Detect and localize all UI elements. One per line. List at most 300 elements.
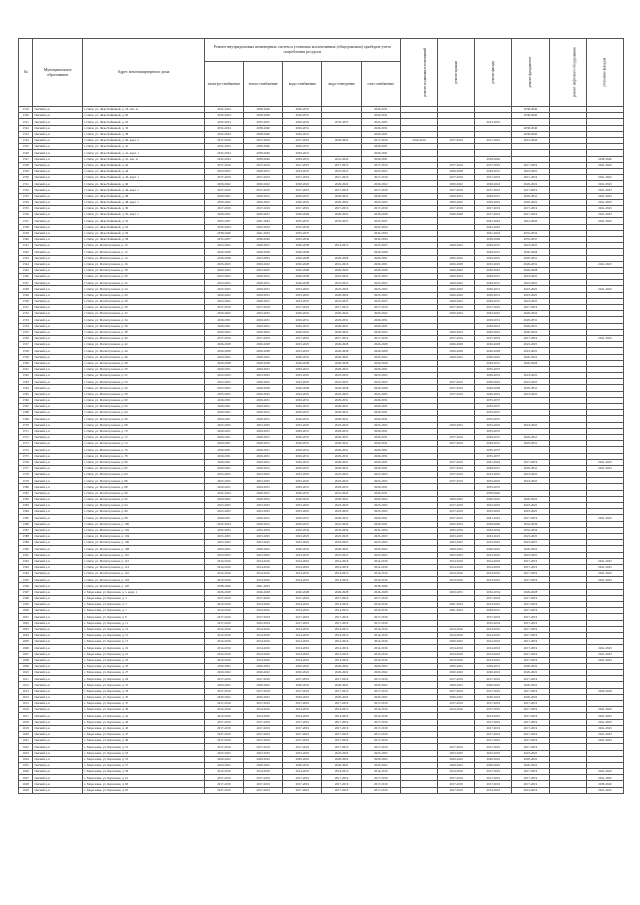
address-cell: г. Омск, ул. Лизы Чайкиной, д. 46, корп. 1 [83,187,205,193]
period-cell: 2023-2025 [204,750,243,756]
row-number: 1542 [19,249,33,255]
period-cell: 2029-2031 [322,410,361,416]
address-cell: г. Омск, ул. Лизы Чайкиной, д. 58 [83,236,205,242]
period-cell: 2017-2019 [244,781,283,787]
row-number: 1587 [19,527,33,533]
period-cell: 2023-2025 [322,373,361,379]
period-cell: 2041-2043 [586,465,623,471]
period-cell: 2017-2019 [204,731,243,737]
period-cell: 2020-2022 [283,546,322,552]
header-insulation: утепление фасадов [586,39,623,107]
period-cell: 2038-2040 [586,156,623,162]
period-cell: 2014-2016 [244,651,283,657]
period-cell: 2014-2016 [361,602,400,608]
row-number: 1536 [19,212,33,218]
period-cell: 2023-2025 [322,533,361,539]
period-cell: 2023-2025 [361,472,400,478]
period-cell: 2029-2031 [322,323,361,329]
period-cell: 2023-2025 [512,533,549,539]
period-cell: 2017-2019 [244,187,283,193]
period-cell: 2017-2019 [361,620,400,626]
period-cell: 2029-2031 [244,298,283,304]
period-cell: 2041-2043 [512,137,549,143]
period-cell: 2014-2016 [322,577,361,583]
period-cell: 2017-2019 [244,614,283,620]
address-cell: г. Омск, ул. Магистральная, д. 40 [83,335,205,341]
period-cell: 2029-2031 [512,193,549,199]
period-cell: 2029-2031 [475,274,512,280]
municipality-cell: Омский р-н [33,311,83,317]
period-cell: 2029-2031 [283,397,322,403]
period-cell: 2029-2031 [244,193,283,199]
period-cell: 2017-2019 [512,707,549,713]
header-facade: ремонт фасада [475,39,512,107]
row-number: 1617 [19,713,33,719]
period-cell: 2032-2034 [204,119,243,125]
municipality-cell: Омский р-н [33,267,83,273]
row-number: 1607 [19,651,33,657]
municipality-cell: Омский р-н [33,410,83,416]
period-cell: 2023-2025 [475,533,512,539]
period-cell: 2017-2019 [512,577,549,583]
period-cell: 2023-2025 [512,292,549,298]
period-cell: 2020-2022 [283,181,322,187]
row-number: 1601 [19,614,33,620]
period-cell: 2032-2034 [322,527,361,533]
period-cell: 2017-2019 [283,775,322,781]
period-cell: 2029-2031 [283,447,322,453]
period-cell: 2038-2040 [244,131,283,137]
period-cell: 2014-2016 [244,645,283,651]
period-cell: 2035-2037 [322,119,361,125]
row-number: 1626 [19,769,33,775]
header-gas: газо-снабжение [361,62,400,107]
period-cell: 2014-2016 [322,564,361,570]
municipality-cell: Омский р-н [33,366,83,372]
period-cell: 2017-2019 [322,744,361,750]
row-number: 1577 [19,465,33,471]
period-cell: 2014-2016 [244,602,283,608]
period-cell: 2014-2016 [283,571,322,577]
period-cell: 2017-2019 [244,719,283,725]
period-cell: 2014-2016 [361,707,400,713]
period-cell: 2041-2043 [586,769,623,775]
row-number: 1619 [19,725,33,731]
period-cell: 2029-2031 [322,212,361,218]
municipality-cell: Омский р-н [33,305,83,311]
period-cell: 2014-2016 [244,564,283,570]
address-cell: с. Морозовка, ул. Березовая, д. 63 [83,781,205,787]
municipality-cell: Омский р-н [33,769,83,775]
period-cell: 2014-2016 [438,571,475,577]
period-cell: 2017-2019 [438,688,475,694]
period-cell: 2017-2019 [512,608,549,614]
municipality-cell: Омский р-н [33,676,83,682]
period-cell: 2014-2016 [475,626,512,632]
row-number: 1608 [19,657,33,663]
header-heat: тепло-снабжение [244,62,283,107]
period-cell: 2014-2016 [283,713,322,719]
period-cell: 2023-2025 [283,472,322,478]
period-cell: 2041-2043 [586,181,623,187]
period-cell: 2017-2019 [361,137,400,143]
municipality-cell: Омский р-н [33,725,83,731]
period-cell: 2014-2016 [361,713,400,719]
row-number: 1590 [19,546,33,552]
row-number: 1527 [19,156,33,162]
address-cell: с. Морозовка, ул. Березовая, д. 11 [83,620,205,626]
period-cell: 2014-2016 [438,707,475,713]
period-cell: 2026-2028 [283,360,322,366]
period-cell: 2038-2040 [475,490,512,496]
row-number: 1623 [19,750,33,756]
period-cell: 2017-2019 [322,162,361,168]
municipality-cell: Омский р-н [33,645,83,651]
period-cell: 2020-2022 [322,756,361,762]
period-cell: 2017-2019 [361,305,400,311]
period-cell: 2023-2025 [475,472,512,478]
period-cell: 2023-2025 [204,168,243,174]
period-cell: 2023-2025 [512,478,549,484]
municipality-cell: Омский р-н [33,434,83,440]
period-cell: 2020-2022 [244,354,283,360]
period-cell: 2014-2016 [283,651,322,657]
period-cell: 2023-2025 [204,286,243,292]
period-cell: 2029-2031 [322,193,361,199]
period-cell: 2023-2025 [438,533,475,539]
header-municipality: Муниципальное образование [33,39,83,107]
period-cell: 2041-2043 [322,490,361,496]
row-number: 1622 [19,744,33,750]
period-cell: 2023-2025 [361,274,400,280]
municipality-cell: Омский р-н [33,397,83,403]
address-cell: г. Омск, ул. Магистральная, д. 108 [83,546,205,552]
header-foundation: ремонт фундамента [512,39,549,107]
period-cell: 2029-2031 [475,168,512,174]
period-cell: 2017-2019 [475,162,512,168]
municipality-cell: Омский р-н [33,193,83,199]
period-cell: 2029-2031 [283,323,322,329]
period-cell: 2029-2031 [512,323,549,329]
period-cell: 2014-2016 [283,657,322,663]
period-cell: 2026-2028 [283,274,322,280]
period-cell: 2029-2031 [244,416,283,422]
period-cell: 2014-2016 [361,645,400,651]
period-cell: 2017-2019 [283,595,322,601]
period-cell: 2020-2022 [283,311,322,317]
address-cell: г. Омск, ул. Магистральная, д. 116 [83,571,205,577]
period-cell: 2017-2019 [283,725,322,731]
period-cell: 2026-2028 [204,255,243,261]
period-cell: 2029-2031 [283,150,322,156]
period-cell: 2017-2019 [322,305,361,311]
period-cell: 2026-2028 [475,348,512,354]
period-cell: 2026-2028 [361,348,400,354]
address-cell: с. Морозовка, ул. Березовая, д. 33 [83,688,205,694]
address-cell: с. Морозовка, ул. Березовая, д. 1, корп. 1 [83,589,205,595]
period-cell: 2026-2028 [204,249,243,255]
period-cell: 2032-2034 [244,620,283,626]
period-cell: 2029-2031 [204,193,243,199]
period-cell: 2017-2019 [475,769,512,775]
period-cell: 2017-2019 [244,676,283,682]
address-cell: с. Морозовка, ул. Березовая, д. 3 [83,595,205,601]
address-cell: г. Омск, ул. Лизы Чайкиной, д. 54 [83,224,205,230]
period-cell: 2017-2019 [204,187,243,193]
period-cell: 2032-2034 [244,527,283,533]
municipality-cell: Омский р-н [33,391,83,397]
period-cell: 2020-2022 [438,682,475,688]
period-cell: 2029-2031 [361,150,400,156]
period-cell: 2029-2031 [283,113,322,119]
period-cell: 2014-2016 [244,571,283,577]
municipality-cell: Омский р-н [33,781,83,787]
municipality-cell: Омский р-н [33,329,83,335]
period-cell: 2023-2025 [361,391,400,397]
period-cell: 2020-2022 [283,496,322,502]
address-cell: г. Омск, ул. Лизы Чайкиной, д. 46 [83,181,205,187]
period-cell: 2029-2031 [361,490,400,496]
address-cell: г. Омск, ул. Магистральная, д. 96 [83,509,205,515]
period-cell: 2020-2022 [438,243,475,249]
municipality-cell: Омский р-н [33,484,83,490]
address-cell: с. Морозовка, ул. Березовая, д. 35 [83,694,205,700]
row-number: 1569 [19,416,33,422]
period-cell: 2035-2037 [475,366,512,372]
period-cell: 2029-2031 [244,484,283,490]
period-cell: 2029-2031 [204,416,243,422]
period-cell: 2023-2025 [204,274,243,280]
period-cell: 2014-2016 [283,769,322,775]
period-cell: 2029-2031 [204,459,243,465]
period-cell: 2017-2019 [438,503,475,509]
period-cell: 2023-2025 [512,373,549,379]
row-number: 1571 [19,428,33,434]
period-cell: 2017-2019 [475,595,512,601]
address-cell: г. Омск, ул. Магистральная, д. 16 [83,261,205,267]
period-cell: 2029-2031 [361,404,400,410]
period-cell: 2041-2043 [475,515,512,521]
row-number: 1557 [19,342,33,348]
header-elevator: ремонт лифтового оборудования [549,39,586,107]
period-cell: 2020-2022 [475,670,512,676]
period-cell: 2014-2016 [438,645,475,651]
period-cell: 2029-2031 [283,366,322,372]
period-cell: 2029-2031 [204,397,243,403]
period-cell: 2032-2034 [512,527,549,533]
period-cell: 2023-2025 [361,243,400,249]
period-cell: 2035-2037 [475,484,512,490]
municipality-cell: Омский р-н [33,750,83,756]
period-cell: 2035-2037 [475,428,512,434]
period-cell: 2020-2022 [204,496,243,502]
period-cell: 2014-2016 [475,558,512,564]
row-number: 1593 [19,564,33,570]
period-cell: 2041-2043 [586,162,623,168]
period-cell: 2020-2022 [361,682,400,688]
period-cell: 2017-2019 [438,206,475,212]
period-cell: 2041-2043 [512,218,549,224]
header-water: водо-снабжение [283,62,322,107]
municipality-cell: Омский р-н [33,181,83,187]
period-cell: 2029-2031 [475,286,512,292]
row-number: 1618 [19,719,33,725]
period-cell: 2023-2025 [475,422,512,428]
period-cell: 2032-2034 [204,125,243,131]
period-cell: 2041-2043 [586,775,623,781]
row-number: 1625 [19,762,33,768]
period-cell: 2041-2043 [586,206,623,212]
period-cell: 2017-2019 [512,558,549,564]
row-number: 1534 [19,199,33,205]
period-cell: 2020-2022 [361,354,400,360]
period-cell: 2017-2019 [204,620,243,626]
period-cell: 2017-2019 [244,701,283,707]
period-cell: 2017-2019 [283,744,322,750]
row-number: 1605 [19,639,33,645]
period-cell: 2020-2022 [512,311,549,317]
period-cell: 2029-2031 [283,404,322,410]
municipality-cell: Омский р-н [33,230,83,236]
municipality-cell: Омский р-н [33,595,83,601]
period-cell: 2014-2016 [204,602,243,608]
address-cell: г. Омск, ул. Магистральная, д. 42 [83,342,205,348]
period-cell: 2020-2022 [283,694,322,700]
period-cell: 2017-2019 [475,701,512,707]
address-cell: с. Морозовка, ул. Березовая, д. 27 [83,670,205,676]
period-cell: 2029-2031 [244,212,283,218]
period-cell: 2029-2031 [361,144,400,150]
period-cell: 2026-2028 [361,249,400,255]
period-cell: 2026-2028 [512,249,549,255]
address-cell: г. Омск, ул. Магистральная, д. 70 [83,428,205,434]
period-cell: 2032-2034 [475,527,512,533]
period-cell: 2029-2031 [204,434,243,440]
period-cell: 2029-2031 [475,298,512,304]
period-cell: 2041-2043 [322,521,361,527]
municipality-cell: Омский р-н [33,224,83,230]
period-cell: 2017-2019 [361,206,400,212]
row-number: 1519 [19,107,33,113]
address-cell: с. Морозовка, ул. Березовая, д. 39 [83,707,205,713]
period-cell: 2023-2025 [361,373,400,379]
period-cell: 2014-2016 [475,639,512,645]
period-cell: 2032-2034 [283,527,322,533]
period-cell: 2032-2034 [361,224,400,230]
period-cell: 2023-2025 [204,540,243,546]
municipality-cell: Омский р-н [33,212,83,218]
period-cell: 2038-2040 [512,131,549,137]
address-cell: с. Морозовка, ул. Березовая, д. 15 [83,632,205,638]
period-cell: 2020-2022 [438,496,475,502]
period-cell: 2017-2019 [204,595,243,601]
period-cell: 2020-2022 [244,199,283,205]
period-cell: 2029-2031 [244,317,283,323]
period-cell: 2014-2016 [475,632,512,638]
period-cell: 2023-2025 [283,503,322,509]
period-cell: 2014-2016 [475,651,512,657]
period-cell: 2020-2022 [244,496,283,502]
period-cell: 2029-2031 [475,360,512,366]
period-cell: 2029-2031 [244,286,283,292]
period-cell: 2020-2022 [475,391,512,397]
period-cell: 2032-2034 [283,236,322,242]
address-cell: г. Омск, ул. Магистральная, д. 110 [83,552,205,558]
period-cell: 2017-2019 [512,713,549,719]
period-cell: 2020-2022 [322,292,361,298]
period-cell: 2017-2019 [438,175,475,181]
address-cell: г. Омск, ул. Магистральная, д. 18 [83,267,205,273]
municipality-cell: Омский р-н [33,150,83,156]
period-cell: 2023-2025 [361,478,400,484]
row-number: 1544 [19,261,33,267]
period-cell: 2023-2025 [244,503,283,509]
address-cell: с. Морозовка, ул. Березовая, д. 17 [83,639,205,645]
municipality-cell: Омский р-н [33,373,83,379]
row-number: 1545 [19,267,33,273]
period-cell: 2017-2019 [512,657,549,663]
period-cell: 2014-2016 [475,657,512,663]
period-cell: 2017-2019 [244,738,283,744]
address-cell: г. Омск, ул. Магистральная, д. 80 [83,459,205,465]
row-number: 1530 [19,175,33,181]
period-cell: 2029-2031 [244,397,283,403]
address-cell: г. Омск, ул. Магистральная, д. 10 [83,243,205,249]
row-number: 1538 [19,224,33,230]
period-cell: 2026-2028 [322,255,361,261]
period-cell: 2029-2031 [475,243,512,249]
address-cell: г. Омск, ул. Магистральная, д. 100 [83,521,205,527]
period-cell: 2014-2016 [322,707,361,713]
period-cell: 2020-2022 [512,694,549,700]
municipality-cell: Омский р-н [33,236,83,242]
address-cell: г. Омск, ул. Лизы Чайкиной, д. 32 [83,125,205,131]
period-cell: 2026-2028 [204,348,243,354]
period-cell: 2038-2040 [475,521,512,527]
address-cell: г. Омск, ул. Магистральная, д. 98 [83,515,205,521]
period-cell: 2023-2025 [322,298,361,304]
address-cell: г. Омск, ул. Магистральная, д. 38 [83,329,205,335]
period-cell: 2029-2031 [244,447,283,453]
period-cell: 2029-2031 [361,459,400,465]
period-cell: 2023-2025 [244,750,283,756]
row-number: 1524 [19,137,33,143]
period-cell: 2023-2025 [322,478,361,484]
period-cell: 2023-2025 [283,373,322,379]
period-cell: 2020-2022 [244,379,283,385]
address-cell: г. Омск, ул. Лизы Чайкиной, д. 56 [83,230,205,236]
row-number: 1627 [19,775,33,781]
period-cell: 2026-2028 [283,255,322,261]
period-cell: 2029-2031 [204,484,243,490]
row-number: 1562 [19,373,33,379]
row-number: 1540 [19,236,33,242]
period-cell: 2020-2022 [204,181,243,187]
period-cell: 2020-2022 [361,762,400,768]
municipality-cell: Омский р-н [33,540,83,546]
period-cell: 2035-2037 [361,218,400,224]
row-number: 1543 [19,255,33,261]
municipality-cell: Омский р-н [33,546,83,552]
period-cell: 2017-2019 [283,781,322,787]
period-cell: 2023-2025 [322,472,361,478]
period-cell: 2032-2034 [204,131,243,137]
period-cell: 2041-2043 [586,218,623,224]
period-cell: 2023-2025 [244,533,283,539]
period-cell: 2029-2031 [322,484,361,490]
row-number: 1558 [19,348,33,354]
period-cell: 2017-2019 [204,676,243,682]
